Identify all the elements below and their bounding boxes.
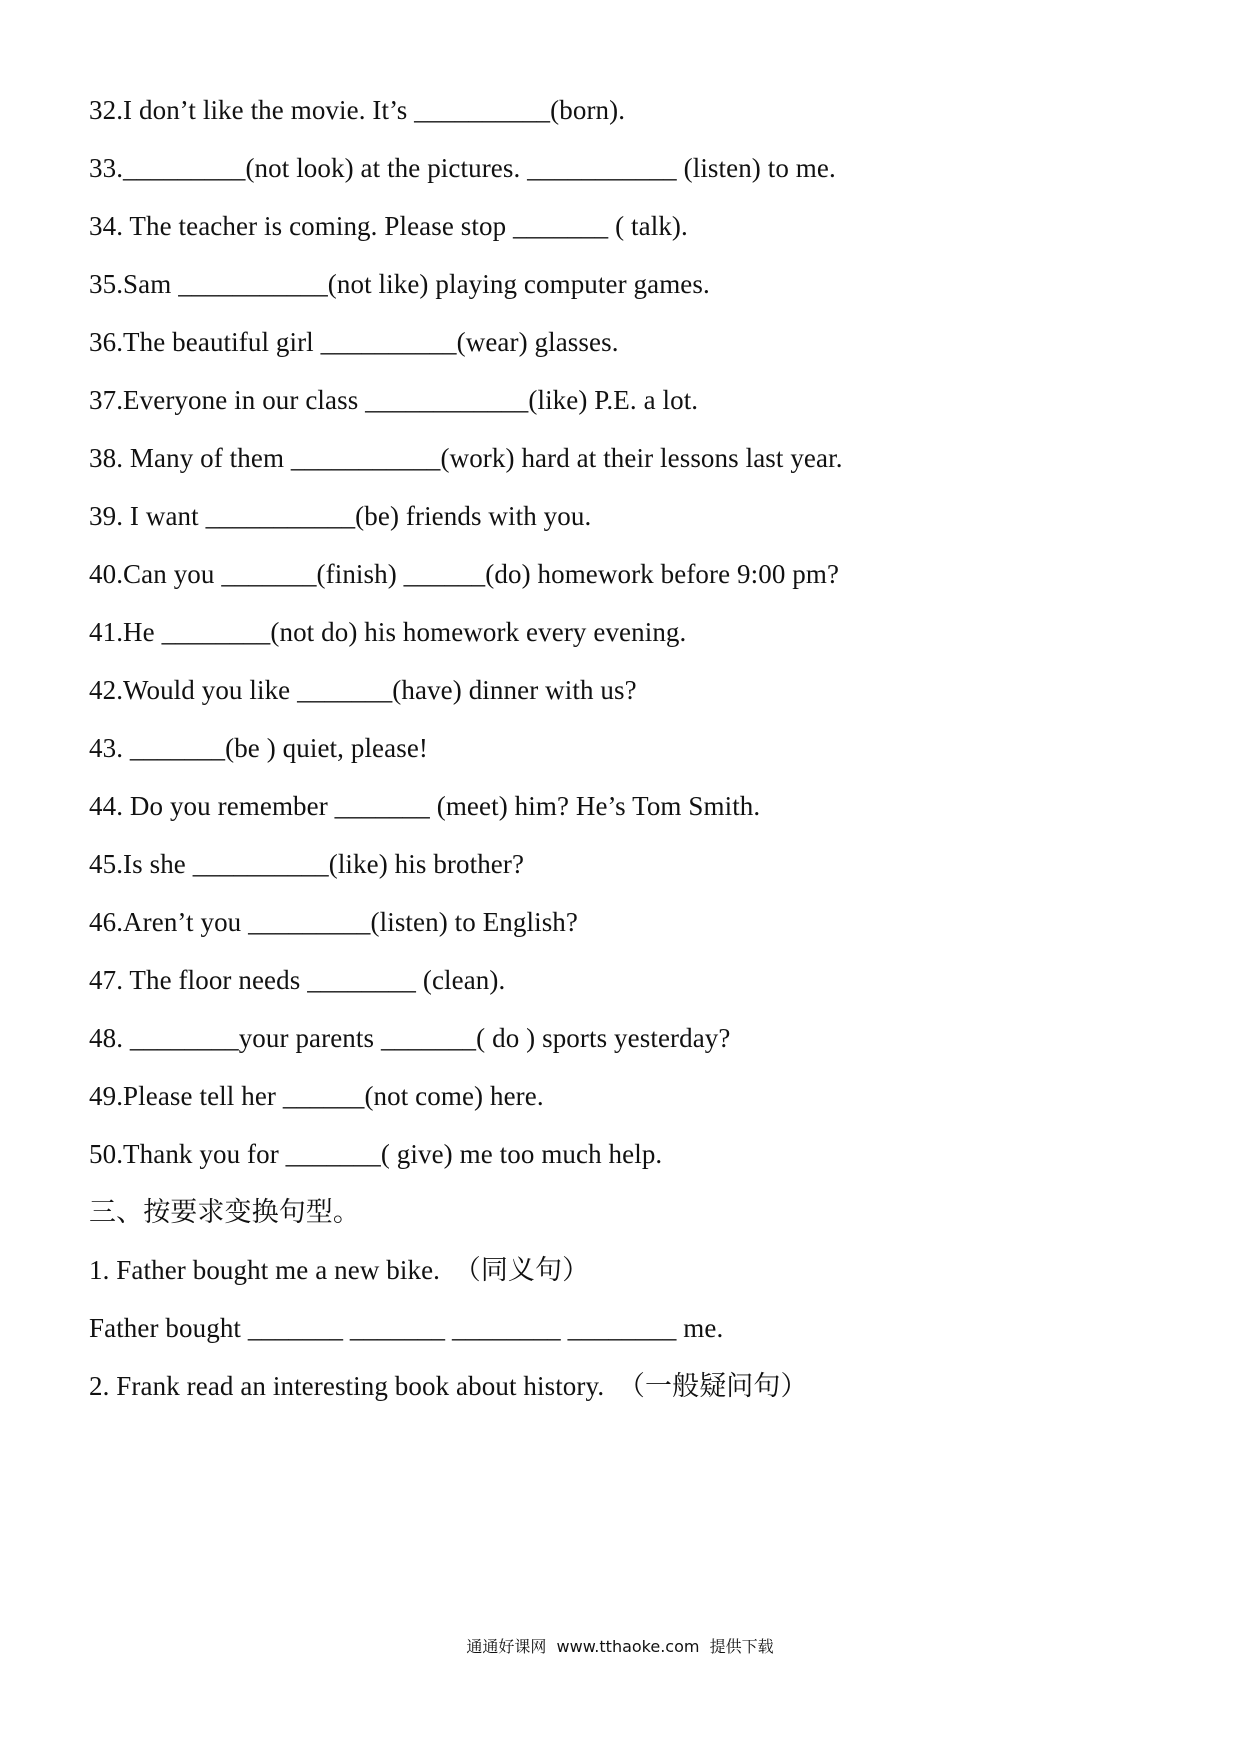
exercise-line-49: 49.Please tell her ______(not come) here. xyxy=(89,1081,544,1111)
exercise-line-42: 42.Would you like _______(have) dinner with us? xyxy=(89,675,637,705)
transform-question-1: 1. Father bought me a new bike. （同义句） xyxy=(89,1255,590,1285)
exercise-line-41: 41.He ________(not do) his homework every evening. xyxy=(89,617,687,647)
transform-question-2: 2. Frank read an interesting book about history. （一般疑问句） xyxy=(89,1371,808,1401)
exercise-line-39: 39. I want ___________(be) friends with you. xyxy=(89,501,592,531)
exercise-line-32: 32.I don’t like the movie. It’s __________(born). xyxy=(89,95,626,125)
exercise-line-37: 37.Everyone in our class ____________(like) P.E. a lot. xyxy=(89,385,699,415)
exercise-line-43: 43. _______(be ) quiet, please! xyxy=(89,733,429,763)
exercise-line-38: 38. Many of them ___________(work) hard at their lessons last year. xyxy=(89,443,843,473)
exercise-line-46: 46.Aren’t you _________(listen) to English? xyxy=(89,907,578,937)
page-footer: 通通好课网 www.tthaoke.com 提供下载 xyxy=(466,1637,774,1656)
exercise-line-48: 48. ________your parents _______( do ) sports yesterday? xyxy=(89,1023,731,1053)
exercise-line-40: 40.Can you _______(finish) ______(do) homework before 9:00 pm? xyxy=(89,559,840,589)
exercise-line-35: 35.Sam ___________(not like) playing computer games. xyxy=(89,269,710,299)
transform-answer-1: Father bought _______ _______ ________ ________ me. xyxy=(89,1313,724,1343)
exercise-line-44: 44. Do you remember _______ (meet) him? He’s Tom Smith. xyxy=(89,791,761,821)
exercise-line-33: 33._________(not look) at the pictures. ___________ (listen) to me. xyxy=(89,153,836,183)
exercise-line-36: 36.The beautiful girl __________(wear) glasses. xyxy=(89,327,619,357)
exercise-line-47: 47. The floor needs ________ (clean). xyxy=(89,965,506,995)
exercise-line-34: 34. The teacher is coming. Please stop _______ ( talk). xyxy=(89,211,688,241)
exercise-line-50: 50.Thank you for _______( give) me too much help. xyxy=(89,1139,663,1169)
exercise-line-45: 45.Is she __________(like) his brother? xyxy=(89,849,525,879)
section-heading: 三、按要求变换句型。 xyxy=(89,1197,360,1227)
